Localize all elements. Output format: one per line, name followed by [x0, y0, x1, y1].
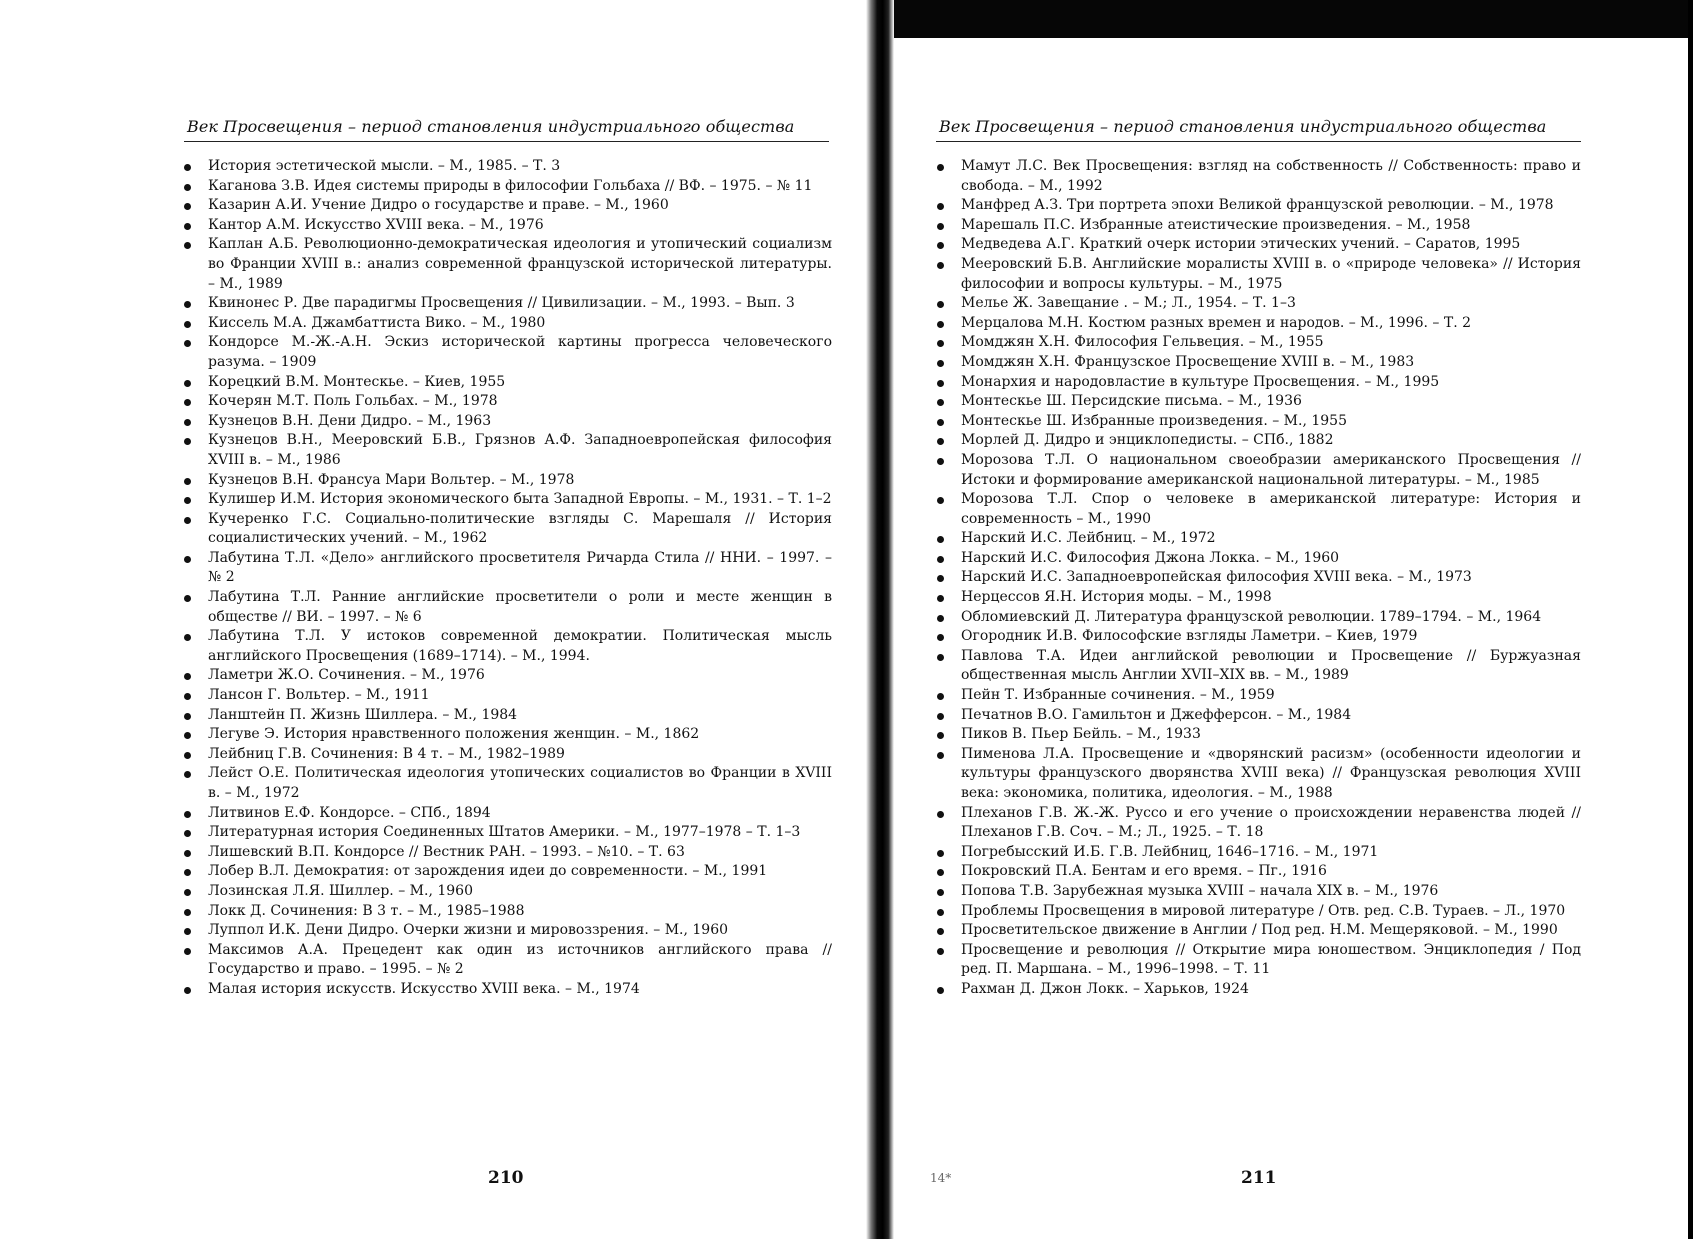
entry-text: Лабутина Т.Л. Ранние английские просветители о роли и месте женщин в обществе // ВИ. – 1997. – № 6	[208, 589, 832, 625]
bullet-icon	[937, 262, 944, 269]
bibliography-entry	[178, 216, 832, 236]
bibliography-entry	[178, 490, 832, 510]
entry-text: Луппол И.К. Дени Дидро. Очерки жизни и мировоззрения. – М., 1960	[208, 922, 729, 939]
bullet-icon	[184, 340, 191, 347]
entry-text: Кузнецов В.Н. Дени Дидро. – М., 1963	[208, 412, 492, 429]
entry-text: Лансон Г. Вольтер. – М., 1911	[208, 687, 430, 704]
bullet-icon	[184, 438, 191, 445]
entry-text: Малая история искусств. Искусство XVIII века. – М., 1974	[208, 980, 640, 997]
bullet-icon	[184, 948, 191, 955]
bullet-icon	[937, 615, 944, 622]
entry-text: Обломиевский Д. Литература французской революции. 1789–1794. – М., 1964	[961, 608, 1542, 625]
entry-text: Медведева А.Г. Краткий очерк истории этических учений. – Саратов, 1995	[961, 236, 1521, 253]
entry-text: Лабутина Т.Л. У истоков современной демократии. Политическая мысль английского Просвещения (1689–1714). – М., 1994.	[208, 628, 832, 664]
bullet-icon	[937, 242, 944, 249]
bullet-icon	[937, 948, 944, 955]
bibliography-list	[931, 157, 1581, 1000]
bullet-icon	[184, 869, 191, 876]
bullet-icon	[937, 321, 944, 328]
entry-text: Мееровский Б.В. Английские моралисты XVIII в. о «природе человека» // История философии и вопросы культуры. – М., 1975	[961, 255, 1581, 292]
bullet-icon	[937, 223, 944, 230]
bullet-icon	[184, 752, 191, 759]
bullet-icon	[937, 732, 944, 739]
bibliography-entry	[178, 902, 832, 922]
bibliography-entry	[931, 529, 1581, 549]
entry-text: Пименова Л.А. Просвещение и «дворянский расизм» (особенности идеологии и культуры французского дворянства XVIII века) // Французская революция XVIII века: экономика, политика, идеология. – М., 1988	[961, 745, 1581, 801]
entry-text: Морозова Т.Л. Спор о человеке в американской литературе: История и современность – М., 1990	[961, 491, 1581, 527]
bibliography-entry	[931, 412, 1581, 432]
bibliography-entry	[931, 490, 1581, 529]
bibliography-entry	[178, 843, 832, 863]
entry-text: Мелье Ж. Завещание . – М.; Л., 1954. – Т. 1–3	[961, 295, 1296, 312]
bibliography-entry	[931, 255, 1581, 294]
bullet-icon	[184, 380, 191, 387]
entry-text: Ланштейн П. Жизнь Шиллера. – М., 1984	[208, 706, 518, 723]
bibliography-entry	[931, 980, 1581, 1000]
entry-text: Казарин А.И. Учение Дидро о государстве и праве. – М., 1960	[208, 197, 669, 214]
entry-text: Мерцалова М.Н. Костюм разных времен и народов. – М., 1996. – Т. 2	[961, 314, 1471, 331]
bullet-icon	[937, 889, 944, 896]
bullet-icon	[937, 928, 944, 935]
bibliography-entry	[178, 471, 832, 491]
bibliography-entry	[931, 706, 1581, 726]
bullet-icon	[184, 419, 191, 426]
entry-text: Морлей Д. Дидро и энциклопедисты. – СПб., 1882	[961, 432, 1334, 449]
entry-text: Кочерян М.Т. Поль Гольбах. – М., 1978	[208, 393, 498, 410]
bullet-icon	[937, 693, 944, 700]
bullet-icon	[184, 713, 191, 720]
entry-text: Литвинов Е.Ф. Кондорсе. – СПб., 1894	[208, 804, 491, 821]
bibliography-entry	[931, 568, 1581, 588]
bullet-icon	[937, 497, 944, 504]
bullet-icon	[184, 497, 191, 504]
bullet-icon	[184, 830, 191, 837]
right-page	[894, 0, 1693, 1239]
header-rule	[936, 141, 1581, 142]
bullet-icon	[184, 164, 191, 171]
bibliography-entry	[931, 157, 1581, 196]
bibliography-entry	[931, 333, 1581, 353]
entry-text: Нарский И.С. Западноевропейская философия XVIII века. – М., 1973	[961, 569, 1472, 586]
entry-text: Нарский И.С. Философия Джона Локка. – М., 1960	[961, 549, 1340, 566]
bibliography-entry	[178, 804, 832, 824]
bullet-icon	[937, 380, 944, 387]
bibliography-entry	[178, 157, 832, 177]
running-header: Век Просвещения – период становления индустриального общества	[187, 117, 795, 136]
bullet-icon	[184, 987, 191, 994]
bibliography-entry	[931, 902, 1581, 922]
bullet-icon	[937, 811, 944, 818]
bibliography-entry	[931, 294, 1581, 314]
entry-text: Монтескье Ш. Избранные произведения. – М., 1955	[961, 412, 1347, 429]
bibliography-entry	[178, 392, 832, 412]
bibliography-entry	[931, 608, 1581, 628]
bullet-icon	[184, 517, 191, 524]
entry-text: Максимов А.А. Прецедент как один из источников английского права // Государство и право. – 1995. – № 2	[208, 941, 832, 978]
entry-text: Марешаль П.С. Избранные атеистические произведения. – М., 1958	[961, 216, 1471, 233]
bullet-icon	[184, 850, 191, 857]
entry-text: Локк Д. Сочинения: В 3 т. – М., 1985–1988	[208, 902, 525, 919]
entry-text: Кучеренко Г.С. Социально-политические взгляды С. Марешаля // История социалистических учений. – М., 1962	[208, 510, 832, 547]
bibliography-entry	[178, 333, 832, 372]
entry-text: Лозинская Л.Я. Шиллер. – М., 1960	[208, 882, 473, 899]
bullet-icon	[184, 301, 191, 308]
bullet-icon	[937, 301, 944, 308]
bullet-icon	[937, 203, 944, 210]
entry-text: Каганова З.В. Идея системы природы в философии Гольбаха // ВФ. – 1975. – № 11	[208, 177, 813, 194]
entry-text: Покровский П.А. Бентам и его время. – Пг., 1916	[961, 863, 1327, 880]
entry-text: Кантор А.М. Искусство XVIII века. – М., 1976	[208, 216, 544, 233]
bibliography-entry	[931, 235, 1581, 255]
book-spine	[866, 0, 894, 1239]
bullet-icon	[937, 752, 944, 759]
bibliography-entry	[178, 549, 832, 588]
entry-text: Лейст О.Е. Политическая идеология утопических социалистов во Франции в XVIII в. – М., 1972	[208, 765, 832, 801]
entry-text: Монархия и народовластие в культуре Просвещения. – М., 1995	[961, 373, 1440, 390]
entry-text: Плеханов Г.В. Ж.-Ж. Руссо и его учение о происхождении неравенства людей // Плеханов Г.В. Соч. – М.; Л., 1925. – Т. 18	[961, 804, 1581, 841]
entry-text: Лабутина Т.Л. «Дело» английского просветителя Ричарда Стила // ННИ. – 1997. – № 2	[208, 549, 832, 586]
bullet-icon	[184, 928, 191, 935]
bibliography-entry	[178, 666, 832, 686]
bullet-icon	[184, 321, 191, 328]
bibliography-entry	[178, 686, 832, 706]
bibliography-entry	[178, 980, 832, 1000]
bullet-icon	[184, 771, 191, 778]
bibliography-entry	[931, 725, 1581, 745]
page-number: 210	[488, 1168, 524, 1188]
bibliography-entry	[931, 862, 1581, 882]
bullet-icon	[937, 458, 944, 465]
entry-text: Морозова Т.Л. О национальном своеобразии американского Просвещения // Истоки и формирование американской национальной литературы. – М., 1985	[961, 451, 1581, 488]
bibliography-entry	[178, 588, 832, 627]
entry-text: Кондорсе М.-Ж.-А.Н. Эскиз исторической картины прогресса человеческого разума. – 1909	[208, 334, 832, 370]
bibliography-entry	[931, 921, 1581, 941]
entry-text: Момджян Х.Н. Философия Гельвеция. – М., 1955	[961, 334, 1324, 351]
entry-text: Мамут Л.С. Век Просвещения: взгляд на собственность // Собственность: право и свобода. – М., 1992	[961, 158, 1581, 194]
bullet-icon	[184, 556, 191, 563]
bullet-icon	[937, 419, 944, 426]
bibliography-entry	[178, 412, 832, 432]
entry-text: Квинонес Р. Две парадигмы Просвещения // Цивилизации. – М., 1993. – Вып. 3	[208, 295, 795, 312]
bibliography-entry	[931, 314, 1581, 334]
bibliography-entry	[931, 647, 1581, 686]
bullet-icon	[937, 909, 944, 916]
bibliography-entry	[931, 451, 1581, 490]
bullet-icon	[937, 595, 944, 602]
bullet-icon	[184, 732, 191, 739]
bullet-icon	[937, 164, 944, 171]
entry-text: Павлова Т.А. Идеи английской революции и Просвещение // Буржуазная общественная мысль Англии XVII–XIX вв. – М., 1989	[961, 647, 1581, 684]
bullet-icon	[937, 987, 944, 994]
bibliography-entry	[931, 941, 1581, 980]
entry-text: Рахман Д. Джон Локк. – Харьков, 1924	[961, 980, 1249, 997]
bullet-icon	[184, 242, 191, 249]
bibliography-entry	[931, 216, 1581, 236]
bullet-icon	[184, 634, 191, 641]
entry-text: Легуве Э. История нравственного положения женщин. – М., 1862	[208, 726, 700, 743]
bibliography-entry	[178, 862, 832, 882]
entry-text: Каплан А.Б. Революционно-демократическая идеология и утопический социализм во Франции XVIII в.: анализ современной французской исторической литературы. – М., 1989	[208, 236, 832, 292]
header-rule	[184, 141, 829, 142]
entry-text: Литературная история Соединенных Штатов Америки. – М., 1977–1978 – Т. 1–3	[208, 824, 801, 841]
entry-text: Кузнецов В.Н., Мееровский Б.В., Грязнов А.Ф. Западноевропейская философия XVIII в. – М., 1986	[208, 432, 832, 468]
entry-text: Просветительское движение в Англии / Под ред. Н.М. Мещеряковой. – М., 1990	[961, 922, 1558, 939]
bullet-icon	[184, 673, 191, 680]
signature-mark: 14*	[930, 1171, 952, 1185]
bullet-icon	[937, 869, 944, 876]
bullet-icon	[937, 438, 944, 445]
entry-text: Ламетри Ж.О. Сочинения. – М., 1976	[208, 667, 485, 684]
bibliography-entry	[178, 235, 832, 294]
bibliography-entry	[931, 353, 1581, 373]
bibliography-entry	[178, 725, 832, 745]
entry-text: Проблемы Просвещения в мировой литературе / Отв. ред. С.В. Тураев. – Л., 1970	[961, 902, 1566, 919]
entry-text: Пиков В. Пьер Бейль. – М., 1933	[961, 726, 1201, 743]
bullet-icon	[937, 340, 944, 347]
bullet-icon	[184, 811, 191, 818]
bibliography-entry	[178, 823, 832, 843]
bullet-icon	[937, 634, 944, 641]
entry-text: Пейн Т. Избранные сочинения. – М., 1959	[961, 687, 1275, 704]
entry-text: Огородник И.В. Философские взгляды Ламетри. – Киев, 1979	[961, 628, 1418, 645]
bullet-icon	[937, 360, 944, 367]
bibliography-entry	[178, 314, 832, 334]
bibliography-entry	[931, 745, 1581, 804]
entry-text: Погребысский И.Б. Г.В. Лейбниц, 1646–1716. – М., 1971	[961, 843, 1379, 860]
bibliography-entry	[178, 196, 832, 216]
bibliography-entry	[178, 510, 832, 549]
bullet-icon	[184, 399, 191, 406]
bullet-icon	[184, 223, 191, 230]
entry-text: Лишевский В.П. Кондорсе // Вестник РАН. – 1993. – №10. – Т. 63	[208, 843, 685, 860]
entry-text: Корецкий В.М. Монтескье. – Киев, 1955	[208, 373, 506, 390]
bullet-icon	[937, 399, 944, 406]
entry-text: Кузнецов В.Н. Франсуа Мари Вольтер. – М., 1978	[208, 471, 575, 488]
bullet-icon	[937, 575, 944, 582]
bullet-icon	[184, 889, 191, 896]
bullet-icon	[184, 184, 191, 191]
entry-text: Нарский И.С. Лейбниц. – М., 1972	[961, 530, 1216, 547]
bullet-icon	[937, 850, 944, 857]
entry-text: Лобер В.Л. Демократия: от зарождения идеи до современности. – М., 1991	[208, 863, 768, 880]
entry-text: Просвещение и революция // Открытие мира юношеством. Энциклопедия / Под ред. П. Маршана. – М., 1996–1998. – Т. 11	[961, 941, 1581, 978]
bullet-icon	[184, 595, 191, 602]
bibliography-entry	[178, 706, 832, 726]
bullet-icon	[184, 909, 191, 916]
bullet-icon	[184, 478, 191, 485]
bullet-icon	[937, 713, 944, 720]
entry-text: Попова Т.В. Зарубежная музыка XVIII – начала XIX в. – М., 1976	[961, 882, 1439, 899]
bibliography-entry	[931, 686, 1581, 706]
bibliography-entry	[931, 549, 1581, 569]
bibliography-entry	[931, 196, 1581, 216]
running-header: Век Просвещения – период становления индустриального общества	[939, 117, 1547, 136]
entry-text: Кулишер И.М. История экономического быта Западной Европы. – М., 1931. – Т. 1–2	[208, 491, 832, 508]
bibliography-entry	[178, 941, 832, 980]
bibliography-entry	[178, 882, 832, 902]
bibliography-entry	[931, 392, 1581, 412]
entry-text: Манфред А.З. Три портрета эпохи Великой французской революции. – М., 1978	[961, 197, 1554, 214]
entry-text: Момджян Х.Н. Французское Просвещение XVIII в. – М., 1983	[961, 353, 1415, 370]
bibliography-entry	[178, 745, 832, 765]
bibliography-entry	[931, 373, 1581, 393]
bibliography-entry	[178, 627, 832, 666]
entry-text: Нерцессов Я.Н. История моды. – М., 1998	[961, 589, 1272, 606]
entry-text: Лейбниц Г.В. Сочинения: В 4 т. – М., 1982–1989	[208, 745, 565, 762]
entry-text: Монтескье Ш. Персидские письма. – М., 1936	[961, 393, 1302, 410]
bibliography-entry	[931, 843, 1581, 863]
bibliography-entry	[178, 921, 832, 941]
entry-text: История эстетической мысли. – М., 1985. – Т. 3	[208, 158, 561, 174]
bibliography-entry	[931, 588, 1581, 608]
bibliography-entry	[931, 804, 1581, 843]
bullet-icon	[937, 556, 944, 563]
bibliography-entry	[931, 431, 1581, 451]
page-number: 211	[1241, 1168, 1277, 1188]
bullet-icon	[184, 693, 191, 700]
bibliography-entry	[178, 431, 832, 470]
bibliography-entry	[178, 294, 832, 314]
entry-text: Печатнов В.О. Гамильтон и Джефферсон. – М., 1984	[961, 706, 1352, 723]
bibliography-entry	[178, 177, 832, 197]
bibliography-entry	[178, 373, 832, 393]
bullet-icon	[184, 203, 191, 210]
bibliography-list	[178, 157, 832, 1000]
bibliography-entry	[931, 882, 1581, 902]
bibliography-entry	[178, 764, 832, 803]
bullet-icon	[937, 654, 944, 661]
entry-text: Киссель М.А. Джамбаттиста Вико. – М., 1980	[208, 314, 546, 331]
bibliography-entry	[931, 627, 1581, 647]
bullet-icon	[937, 536, 944, 543]
